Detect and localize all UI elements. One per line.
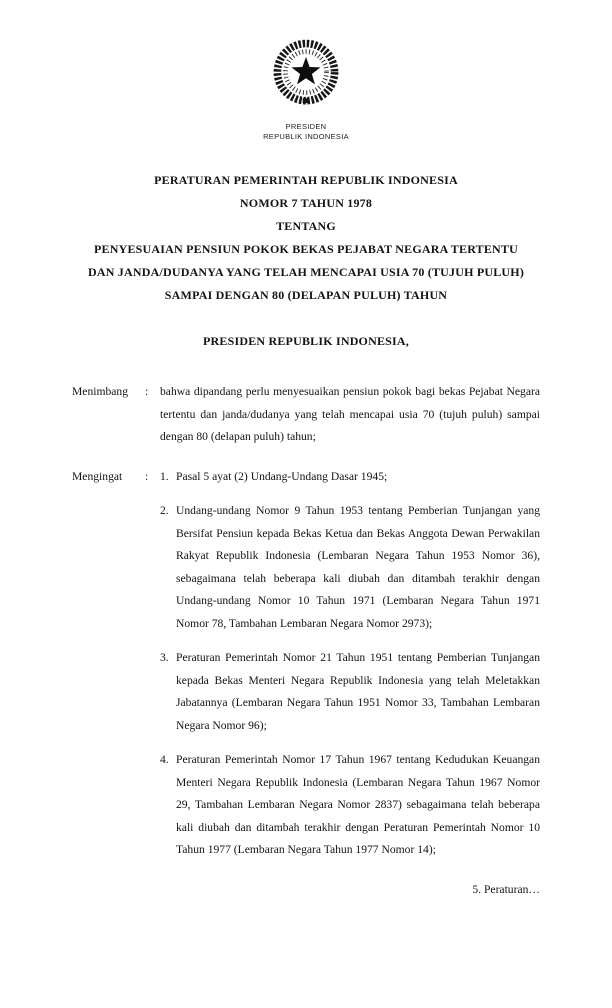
mengingat-item-1-text: Pasal 5 ayat (2) Undang-Undang Dasar 1945; — [176, 469, 388, 483]
emblem-caption-line1: PRESIDEN — [285, 122, 327, 131]
mengingat-item-3-number: 3. — [160, 651, 169, 664]
mengingat-item-1 — [160, 466, 540, 489]
mengingat-item-2 — [160, 500, 540, 635]
mengingat-item-1-number: 1. — [160, 469, 169, 483]
mengingat-items — [160, 466, 540, 862]
menimbang-text: bahwa dipandang perlu menyesuaikan pensiun pokok bagi bekas Pejabat Negara tertentu dan janda/dudanya yang telah mencapai usia 70 (tujuh puluh) sampai dengan 80 (delapan puluh) tahun; — [160, 385, 540, 443]
mengingat-item-4-number: 4. — [160, 753, 169, 766]
document-title-block — [72, 169, 540, 307]
salutation: PRESIDEN REPUBLIK INDONESIA, — [203, 334, 409, 348]
menimbang-colon: : — [145, 385, 149, 398]
mengingat-colon: : — [145, 469, 149, 483]
presidential-emblem-icon — [265, 34, 347, 114]
mengingat-item-2-text: Undang-undang Nomor 9 Tahun 1953 tentang Pemberian Tunjangan yang Bersifat Pensiun kepada Bekas Ketua dan Bekas Anggota Dewan Perwakilan Rakyat Republik Indonesia (Lembaran Negara Tahun 1953 Nomor 36), sebagaimana telah beberapa kali diubah dan ditambah terakhir dengan Undang-undang Nomor 10 Tahun 1971 (Lembaran Negara Tahun 1971 Nomor 78, Tambahan Lembaran Negara Nomor 2973); — [176, 504, 540, 630]
title-line-3: TENTANG — [276, 219, 336, 233]
mengingat-label: Mengingat — [72, 469, 123, 483]
title-line-5: DAN JANDA/DUDANYA YANG TELAH MENCAPAI USIA 70 (TUJUH PULUH) — [87, 265, 525, 279]
mengingat-item-4-text: Peraturan Pemerintah Nomor 17 Tahun 1967 tentang Kedudukan Keuangan Menteri Negara Republik Indonesia (Lembaran Negara Tahun 1967 Nomor 29, Tambahan Lembaran Negara Nomor 2837) sebagaimana telah beberapa kali diubah dan ditambah terakhir dengan Peraturan Pemerintah Nomor 10 Tahun 1977 (Lembaran Negara Tahun 1977 Nomor 14); — [176, 753, 540, 856]
mengingat-item-2-number: 2. — [160, 504, 169, 517]
presidential-emblem — [72, 34, 540, 142]
emblem-caption-line2: REPUBLIK INDONESIA — [263, 132, 349, 141]
emblem-caption — [72, 122, 540, 142]
mengingat-item-4 — [160, 749, 540, 862]
mengingat-item-3-text: Peraturan Pemerintah Nomor 21 Tahun 1951 tentang Pemberian Tunjangan kepada Bekas Menteri Negara Republik Indonesia yang telah Meletakkan Jabatannya (Lembaran Negara Tahun 1951 Nomor 33, Tambahan Lembaran Negara Nomor 96); — [176, 651, 540, 732]
title-line-1: PERATURAN PEMERINTAH REPUBLIK INDONESIA — [154, 173, 458, 187]
title-line-6: SAMPAI DENGAN 80 (DELAPAN PULUH) TAHUN — [164, 288, 448, 302]
page-continuation-marker: 5. Peraturan… — [472, 882, 540, 896]
title-line-4: PENYESUAIAN PENSIUN POKOK BEKAS PEJABAT NEGARA TERTENTU — [94, 242, 518, 256]
clause-menimbang — [72, 381, 540, 449]
mengingat-item-3 — [160, 647, 540, 737]
menimbang-label: Menimbang — [72, 385, 129, 398]
title-line-2: NOMOR 7 TAHUN 1978 — [239, 196, 373, 210]
clause-mengingat — [72, 466, 540, 862]
